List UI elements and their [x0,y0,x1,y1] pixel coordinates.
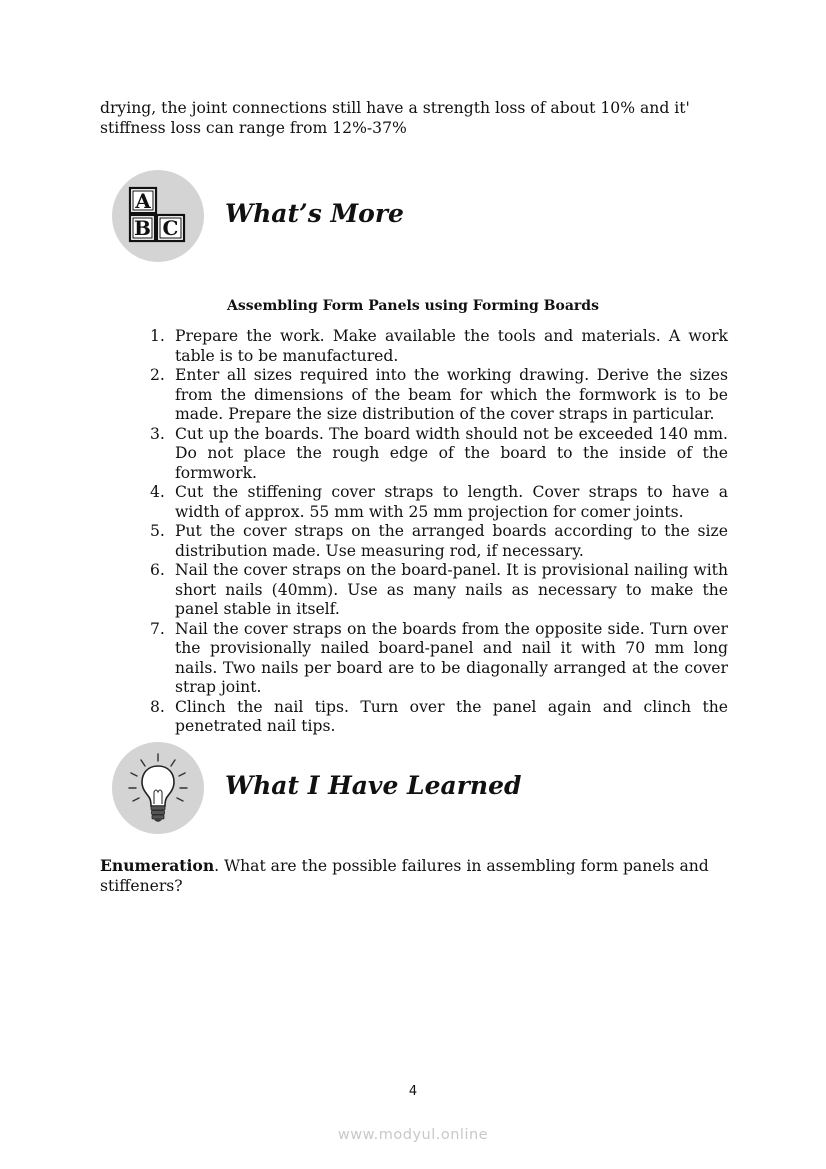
list-item [150,327,728,366]
list-item [150,366,728,425]
step-text: Cut the stiffening cover straps to length. Cover straps to have a width of approx. 55 mm with 25 mm projection for comer joints. [175,483,728,521]
step-number: 8. [150,697,165,716]
list-item [150,522,728,561]
step-number: 4. [150,483,165,501]
step-number: 6. [150,561,165,579]
step-text: Nail the cover straps on the board-panel. It is provisional nailing with short nails (40mm). Use as many nails as necessary to make the panel stable in itself. [175,561,728,618]
list-item [150,561,728,620]
step-number: 2. [150,366,165,384]
whats-more-title: What’s More [225,199,404,228]
list-item [150,698,728,737]
what-i-have-learned-title: What I Have Learned [225,771,522,800]
enumeration-question: . What are the possible failures in assembling form panels and stiffeners? [100,857,709,895]
abc-blocks-icon [112,170,204,262]
step-text: Enter all sizes required into the working drawing. Derive the sizes from the dimensions of the beam for which the formwork is to be made. Prepare the size distribution of the cover straps in particular. [175,366,728,423]
list-item [150,483,728,522]
step-text: Clinch the nail tips. Turn over the panel again and clinch the penetrated nail tips. [175,697,728,735]
watermark-text: www.modyul.online [337,1127,489,1143]
what-i-have-learned-header [112,742,712,834]
block-letter-a: A [135,189,151,213]
enumeration-prompt [100,856,728,896]
step-text: Put the cover straps on the arranged boards according to the size distribution made. Use measuring rod, if necessary. [175,522,728,560]
step-text: Nail the cover straps on the boards from the opposite side. Turn over the provisionally nailed board-panel and nail it with 70 mm long nails. Two nails per board are to be diagonally arranged at the cover strap joint. [175,619,728,696]
block-letter-b: B [134,216,151,240]
enumeration-label: Enumeration [100,856,215,875]
list-item [150,620,728,698]
step-number: 3. [150,424,165,443]
step-number: 5. [150,522,165,540]
step-number: 1. [150,327,165,345]
lightbulb-icon [112,742,204,834]
step-text: Prepare the work. Make available the tools and materials. A work table is to be manufactured. [175,327,728,365]
activity-title: Assembling Form Panels using Forming Boards [227,298,599,314]
step-text: Cut up the boards. The board width should not be exceeded 140 mm. Do not place the rough edge of the board to the inside of the formwork. [175,424,728,482]
step-number: 7. [150,619,165,638]
steps-list [150,327,728,737]
intro-paragraph: drying, the joint connections still have a strength loss of about 10% and it' stiffness loss can range from 12%-37% [100,99,690,137]
whats-more-header [112,170,712,262]
page-number: 4 [408,1084,418,1099]
block-letter-c: C [162,216,179,240]
list-item [150,425,728,484]
